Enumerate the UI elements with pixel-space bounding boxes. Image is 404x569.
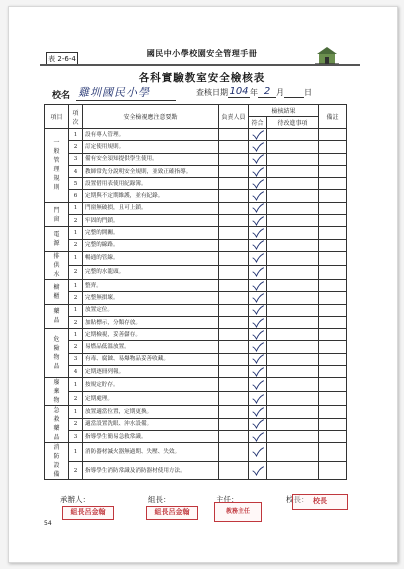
checkmark-icon: [252, 354, 264, 364]
checkmark-icon: [252, 342, 264, 352]
checkmark-icon: [252, 253, 264, 263]
check-point-text: 教師常先分說明安全規則，並致正確指導。: [83, 165, 219, 177]
checkmark-icon: [252, 305, 264, 315]
checklist-body: [45, 129, 347, 480]
table-row: [45, 443, 347, 462]
ok-cell[interactable]: [249, 141, 267, 153]
check-point-text: 定期與不定期維護，並有紀錄。: [83, 190, 219, 202]
checkmark-icon: [252, 407, 264, 417]
ok-cell[interactable]: [249, 279, 267, 291]
checkmark-icon: [252, 330, 264, 340]
row-index: 1: [69, 129, 83, 141]
ok-cell[interactable]: [249, 129, 267, 141]
note-cell[interactable]: [319, 329, 347, 341]
improve-cell[interactable]: [267, 329, 319, 341]
table-row: [45, 316, 347, 328]
check-point-text: 牢固的門鎖。: [83, 215, 219, 227]
day-unit: 日: [304, 88, 312, 97]
owner-cell[interactable]: [219, 353, 249, 365]
check-point-text: 完整的線路。: [83, 239, 219, 251]
improve-cell[interactable]: [267, 202, 319, 214]
checkmark-icon: [252, 394, 264, 404]
date-label: 查核日期: [196, 88, 228, 97]
director-label: 主任：: [216, 495, 239, 504]
note-cell[interactable]: [319, 153, 347, 165]
month-unit: 月: [276, 88, 284, 97]
ok-cell[interactable]: [249, 227, 267, 239]
row-index: 1: [69, 251, 83, 265]
school-name-field[interactable]: 雞圳國民小學: [76, 84, 176, 101]
note-cell[interactable]: [319, 292, 347, 304]
note-cell[interactable]: [319, 406, 347, 418]
improve-cell[interactable]: [267, 190, 319, 202]
note-cell[interactable]: [319, 341, 347, 353]
ok-cell[interactable]: [249, 190, 267, 202]
owner-cell[interactable]: [219, 392, 249, 406]
table-row: [45, 341, 347, 353]
table-row: [45, 292, 347, 304]
row-index: 1: [69, 227, 83, 239]
table-row: [45, 215, 347, 227]
month-field[interactable]: 2: [258, 86, 276, 98]
check-point-text: 訂定使用規則。: [83, 141, 219, 153]
table-row: [45, 353, 347, 365]
row-index: 4: [69, 165, 83, 177]
check-point-text: 定期逐冊列報。: [83, 366, 219, 378]
header-result: 檢核結果: [249, 105, 319, 117]
category-cell: 危 險 物 品: [45, 329, 69, 378]
header-owner: 負責人員: [219, 105, 249, 129]
principal-label: 校長：: [286, 495, 309, 504]
note-cell[interactable]: [319, 141, 347, 153]
row-index: 2: [69, 215, 83, 227]
owner-cell[interactable]: [219, 190, 249, 202]
improve-cell[interactable]: [267, 227, 319, 239]
check-point-text: 完整的水龍頭。: [83, 265, 219, 279]
check-point-text: 有毒、腐蝕、易爆物品妥善收藏。: [83, 353, 219, 365]
header-item: 項目: [45, 105, 69, 129]
table-row: [45, 329, 347, 341]
improve-cell[interactable]: [267, 292, 319, 304]
checkmark-icon: [252, 167, 264, 177]
row-index: 1: [69, 202, 83, 214]
row-index: 2: [69, 316, 83, 328]
table-row: [45, 165, 347, 177]
note-cell[interactable]: [319, 353, 347, 365]
table-row: [45, 190, 347, 202]
ok-cell[interactable]: [249, 378, 267, 392]
ok-cell[interactable]: [249, 329, 267, 341]
checkmark-icon: [252, 228, 264, 238]
leader-label: 組長：: [148, 495, 171, 504]
ok-cell[interactable]: [249, 265, 267, 279]
category-cell: 電 源: [45, 227, 69, 252]
check-point-text: 備有安全須知提供學生使用。: [83, 153, 219, 165]
table-row: [45, 251, 347, 265]
header-ok: 符合: [249, 117, 267, 129]
check-point-text: 完整的開關。: [83, 227, 219, 239]
table-row: [45, 202, 347, 214]
table-row: [45, 178, 347, 190]
row-index: 2: [69, 418, 83, 430]
improve-cell[interactable]: [267, 251, 319, 265]
leader-stamp: 組長呂金翰: [146, 506, 198, 520]
note-cell[interactable]: [319, 215, 347, 227]
ok-cell[interactable]: [249, 392, 267, 406]
year-field[interactable]: 104: [229, 86, 249, 97]
row-index: 2: [69, 341, 83, 353]
table-row: [45, 265, 347, 279]
check-point-text: 放置定位。: [83, 304, 219, 316]
school-building-icon: [315, 44, 339, 66]
checkmark-icon: [252, 447, 264, 457]
header-improve: 待改進事項: [267, 117, 319, 129]
note-cell[interactable]: [319, 366, 347, 378]
checkmark-icon: [252, 216, 264, 226]
improve-cell[interactable]: [267, 165, 319, 177]
category-cell: 一 般 管 理 規 則: [45, 129, 69, 203]
owner-cell[interactable]: [219, 239, 249, 251]
note-cell[interactable]: [319, 316, 347, 328]
row-index: 2: [69, 292, 83, 304]
owner-cell[interactable]: [219, 129, 249, 141]
note-cell[interactable]: [319, 418, 347, 430]
table-row: [45, 304, 347, 316]
improve-cell[interactable]: [267, 153, 319, 165]
ok-cell[interactable]: [249, 366, 267, 378]
owner-cell[interactable]: [219, 202, 249, 214]
owner-cell[interactable]: [219, 178, 249, 190]
checkmark-icon: [252, 130, 264, 140]
ok-cell[interactable]: [249, 431, 267, 443]
owner-cell[interactable]: [219, 279, 249, 291]
category-cell: 藥 品: [45, 304, 69, 329]
table-row: [45, 153, 347, 165]
owner-cell[interactable]: [219, 316, 249, 328]
note-cell[interactable]: [319, 227, 347, 239]
check-point-text: 定期處理。: [83, 392, 219, 406]
header-points: 安全檢視應注意要點: [83, 105, 219, 129]
owner-cell[interactable]: [219, 227, 249, 239]
improve-cell[interactable]: [267, 141, 319, 153]
improve-cell[interactable]: [267, 304, 319, 316]
table-row: [45, 366, 347, 378]
owner-cell[interactable]: [219, 292, 249, 304]
checkmark-icon: [252, 191, 264, 201]
owner-cell[interactable]: [219, 329, 249, 341]
category-cell: 門 窗: [45, 202, 69, 227]
note-cell[interactable]: [319, 304, 347, 316]
category-cell: 廢 棄 物: [45, 378, 69, 406]
header-note: 備註: [319, 105, 347, 129]
improve-cell[interactable]: [267, 461, 319, 480]
improve-cell[interactable]: [267, 378, 319, 392]
checkmark-icon: [252, 281, 264, 291]
table-row: [45, 279, 347, 291]
ok-cell[interactable]: [249, 461, 267, 480]
checkmark-icon: [252, 240, 264, 250]
note-cell[interactable]: [319, 431, 347, 443]
owner-cell[interactable]: [219, 418, 249, 430]
table-row: [45, 418, 347, 430]
row-index: 3: [69, 431, 83, 443]
owner-cell[interactable]: [219, 443, 249, 462]
checkmark-icon: [252, 367, 264, 377]
ok-cell[interactable]: [249, 304, 267, 316]
checkmark-icon: [252, 154, 264, 164]
ok-cell[interactable]: [249, 239, 267, 251]
table-row: [45, 461, 347, 480]
handler-stamp: 組長呂金翰: [62, 506, 114, 520]
improve-cell[interactable]: [267, 178, 319, 190]
ok-cell[interactable]: [249, 153, 267, 165]
checkmark-icon: [252, 466, 264, 476]
check-point-text: 完整無損壞。: [83, 292, 219, 304]
school-name-label: 校名: [52, 91, 71, 101]
note-cell[interactable]: [319, 178, 347, 190]
check-point-text: 定期檢視，妥善儲存。: [83, 329, 219, 341]
row-index: 3: [69, 153, 83, 165]
day-field[interactable]: [284, 88, 304, 98]
category-cell: 消 防 設 備: [45, 443, 69, 480]
table-row: [45, 392, 347, 406]
checkmark-icon: [252, 432, 264, 442]
category-cell: 急 救 藥 品: [45, 406, 69, 443]
table-row: [45, 141, 347, 153]
inspection-date: [196, 86, 312, 98]
check-point-text: 按規定貯存。: [83, 378, 219, 392]
row-index: 1: [69, 279, 83, 291]
row-index: 2: [69, 265, 83, 279]
checkmark-icon: [252, 142, 264, 152]
note-cell[interactable]: [319, 251, 347, 265]
director-stamp: 教務主任: [214, 502, 262, 522]
improve-cell[interactable]: [267, 443, 319, 462]
ok-cell[interactable]: [249, 353, 267, 365]
ok-cell[interactable]: [249, 251, 267, 265]
checkmark-icon: [252, 419, 264, 429]
check-point-text: 指導學生簡易急救常識。: [83, 431, 219, 443]
checkmark-icon: [252, 318, 264, 328]
owner-cell[interactable]: [219, 406, 249, 418]
owner-cell[interactable]: [219, 366, 249, 378]
row-index: 6: [69, 190, 83, 202]
checkmark-icon: [252, 179, 264, 189]
improve-cell[interactable]: [267, 418, 319, 430]
check-point-text: 消防器材滅火器無過期、失壓、失效。: [83, 443, 219, 462]
owner-cell[interactable]: [219, 251, 249, 265]
year-unit: 年: [250, 88, 258, 97]
table-row: [45, 378, 347, 392]
ok-cell[interactable]: [249, 418, 267, 430]
checkmark-icon: [252, 293, 264, 303]
note-cell[interactable]: [319, 279, 347, 291]
form-title: 各科實驗教室安全檢核表: [138, 72, 266, 84]
check-point-text: 設有專人管理。: [83, 129, 219, 141]
row-index: 1: [69, 329, 83, 341]
table-row: [45, 239, 347, 251]
check-point-text: 放置適當位置，定期更換。: [83, 406, 219, 418]
checkmark-icon: [252, 267, 264, 277]
improve-cell[interactable]: [267, 366, 319, 378]
improve-cell[interactable]: [267, 279, 319, 291]
header-index: 項次: [69, 105, 83, 129]
category-cell: 櫥 櫃: [45, 279, 69, 304]
row-index: 5: [69, 178, 83, 190]
owner-cell[interactable]: [219, 304, 249, 316]
owner-cell[interactable]: [219, 153, 249, 165]
row-index: 2: [69, 461, 83, 480]
check-point-text: 設置借用表使用紀錄簿。: [83, 178, 219, 190]
row-index: 3: [69, 353, 83, 365]
row-index: 1: [69, 443, 83, 462]
owner-cell[interactable]: [219, 215, 249, 227]
note-cell[interactable]: [319, 443, 347, 462]
ok-cell[interactable]: [249, 443, 267, 462]
owner-cell[interactable]: [219, 378, 249, 392]
principal-stamp: 校長: [292, 494, 348, 510]
note-cell[interactable]: [319, 461, 347, 480]
table-number-badge: 表 2-6-4: [46, 52, 78, 66]
row-index: 1: [69, 378, 83, 392]
check-point-text: 門窗無破損，且可上鎖。: [83, 202, 219, 214]
ok-cell[interactable]: [249, 316, 267, 328]
owner-cell[interactable]: [219, 265, 249, 279]
improve-cell[interactable]: [267, 406, 319, 418]
header-rule: [40, 64, 360, 66]
note-cell[interactable]: [319, 202, 347, 214]
row-index: 4: [69, 366, 83, 378]
checklist-table: [44, 104, 347, 480]
note-cell[interactable]: [319, 129, 347, 141]
category-cell: 排 供 水: [45, 251, 69, 279]
note-cell[interactable]: [319, 265, 347, 279]
ok-cell[interactable]: [249, 215, 267, 227]
checkmark-icon: [252, 380, 264, 390]
check-point-text: 加貼標示，分類存放。: [83, 316, 219, 328]
owner-cell[interactable]: [219, 461, 249, 480]
ok-cell[interactable]: [249, 202, 267, 214]
handler-label: 承辦人：: [60, 495, 90, 504]
improve-cell[interactable]: [267, 341, 319, 353]
check-point-text: 暢通的管線。: [83, 251, 219, 265]
row-index: 2: [69, 239, 83, 251]
row-index: 1: [69, 406, 83, 418]
check-point-text: 指導學生消防常識及消防器材使用方法。: [83, 461, 219, 480]
improve-cell[interactable]: [267, 316, 319, 328]
improve-cell[interactable]: [267, 129, 319, 141]
ok-cell[interactable]: [249, 178, 267, 190]
page-number: 54: [44, 520, 52, 527]
table-row: [45, 431, 347, 443]
owner-cell[interactable]: [219, 341, 249, 353]
improve-cell[interactable]: [267, 239, 319, 251]
row-index: 2: [69, 392, 83, 406]
note-cell[interactable]: [319, 378, 347, 392]
row-index: 1: [69, 304, 83, 316]
table-row: [45, 129, 347, 141]
improve-cell[interactable]: [267, 353, 319, 365]
note-cell[interactable]: [319, 165, 347, 177]
improve-cell[interactable]: [267, 431, 319, 443]
improve-cell[interactable]: [267, 265, 319, 279]
improve-cell[interactable]: [267, 215, 319, 227]
improve-cell[interactable]: [267, 392, 319, 406]
note-cell[interactable]: [319, 392, 347, 406]
table-row: [45, 227, 347, 239]
ok-cell[interactable]: [249, 341, 267, 353]
manual-title: 國民中小學校園安全管理手冊: [146, 48, 258, 58]
owner-cell[interactable]: [219, 165, 249, 177]
ok-cell[interactable]: [249, 406, 267, 418]
note-cell[interactable]: [319, 239, 347, 251]
row-index: 2: [69, 141, 83, 153]
checkmark-icon: [252, 203, 264, 213]
check-point-text: 易燃品低溫放置。: [83, 341, 219, 353]
note-cell[interactable]: [319, 190, 347, 202]
owner-cell[interactable]: [219, 141, 249, 153]
owner-cell[interactable]: [219, 431, 249, 443]
ok-cell[interactable]: [249, 165, 267, 177]
check-point-text: 適當設置洗眼、沖水設備。: [83, 418, 219, 430]
check-point-text: 整齊。: [83, 279, 219, 291]
ok-cell[interactable]: [249, 292, 267, 304]
table-row: [45, 406, 347, 418]
